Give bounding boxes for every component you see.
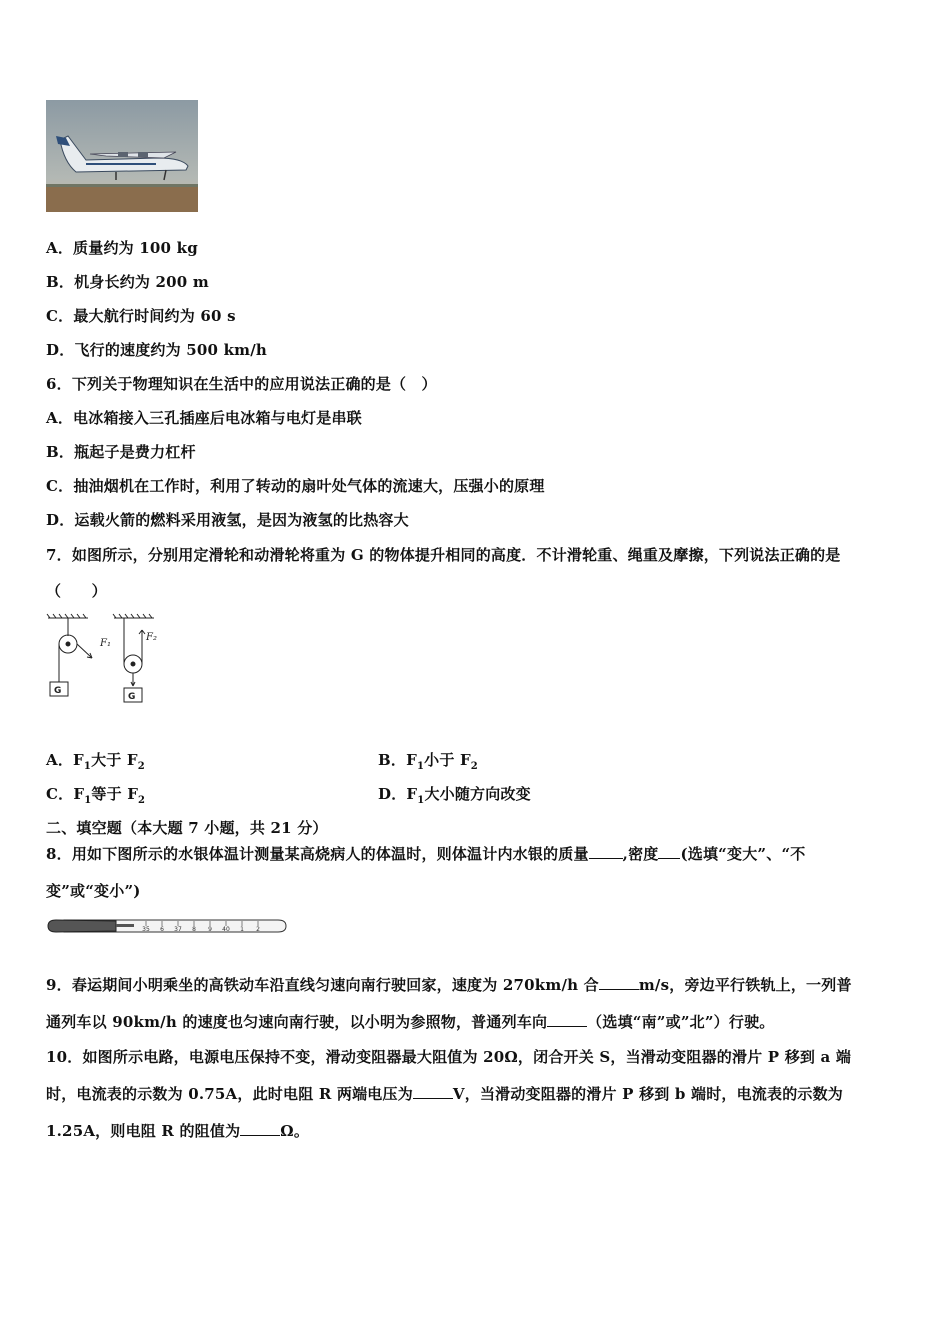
q10-blank-resistance[interactable] xyxy=(240,1121,280,1136)
label-g-right: G xyxy=(128,692,136,702)
pulley-figure xyxy=(44,612,176,712)
q6-option-a[interactable]: A．电冰箱接入三孔插座后电冰箱与电灯是串联 xyxy=(46,409,362,427)
q8-blank-mass[interactable] xyxy=(589,844,623,859)
scale-37: 37 xyxy=(174,926,182,933)
q8-line2: 变”或“变小”) xyxy=(46,882,141,900)
q7-stem-line1: 7．如图所示，分别用定滑轮和动滑轮将重为 G 的物体提升相同的高度．不计滑轮重、绳重及摩擦，下列说法正确的是 xyxy=(46,546,841,564)
label-f1: F₁ xyxy=(100,638,111,649)
q10-blank-voltage[interactable] xyxy=(413,1084,453,1099)
q10-line1: 10．如图所示电路，电源电压保持不变，滑动变阻器最大阻值为 20Ω，闭合开关 S，当滑动变阻器的滑片 P 移到 a 端 xyxy=(46,1048,852,1066)
q7-option-a[interactable]: A．$F_1$大于 $F_2$ xyxy=(46,751,145,772)
label-g-left: G xyxy=(54,686,62,696)
scale-35: 35 xyxy=(142,926,150,933)
label-f2: F₂ xyxy=(146,632,157,643)
q10-line3: 1.25A，则电阻 R 的阻值为 Ω。 xyxy=(46,1122,310,1140)
q5-option-d[interactable]: D．飞行的速度约为 500 km/h xyxy=(46,341,268,359)
q6-stem: 6．下列关于物理知识在生活中的应用说法正确的是（ ） xyxy=(46,375,437,393)
section-heading-fill-in: 二、填空题（本大题 7 小题，共 21 分） xyxy=(46,819,328,837)
q8-blank-density[interactable] xyxy=(658,844,680,859)
q9-line1: 9．春运期间小明乘坐的高铁动车沿直线匀速向南行驶回家，速度为 270km/h 合 m/s，旁边平行铁轨上，一列普 xyxy=(46,976,852,994)
q7-option-d[interactable]: D．$F_1$大小随方向改变 xyxy=(378,785,531,806)
q5-option-b[interactable]: B．机身长约为 200 m xyxy=(46,273,209,291)
aircraft-photo xyxy=(46,100,198,212)
q10-line2: 时，电流表的示数为 0.75A，此时电阻 R 两端电压为 V，当滑动变阻器的滑片 P 移到 b 端时，电流表的示数为 xyxy=(46,1085,844,1103)
scale-41: 1 xyxy=(240,926,244,933)
q9-line2: 通列车以 90km/h 的速度也匀速向南行驶，以小明为参照物，普通列车向 （选填“南”或”北”）行驶。 xyxy=(46,1013,775,1031)
mercury-thermometer xyxy=(46,912,288,940)
scale-38: 8 xyxy=(192,926,196,933)
scale-39: 9 xyxy=(208,926,212,933)
q6-option-c[interactable]: C．抽油烟机在工作时，利用了转动的扇叶处气体的流速大，压强小的原理 xyxy=(46,477,545,495)
scale-42: 2 xyxy=(256,926,260,933)
q9-blank-direction[interactable] xyxy=(547,1012,587,1027)
q7-stem-line2: （ ） xyxy=(46,582,107,600)
q5-option-c[interactable]: C．最大航行时间约为 60 s xyxy=(46,307,236,325)
q5-option-a[interactable]: A．质量约为 100 kg xyxy=(46,239,198,257)
q7-option-b[interactable]: B．$F_1$小于 $F_2$ xyxy=(378,751,478,772)
scale-36: 6 xyxy=(160,926,164,933)
q8-line1: 8．用如下图所示的水银体温计测量某高烧病人的体温时，则体温计内水银的质量 ,密度 (选填“变大”、“不 xyxy=(46,845,806,863)
q6-option-b[interactable]: B．瓶起子是费力杠杆 xyxy=(46,443,196,461)
q6-option-d[interactable]: D．运载火箭的燃料采用液氢，是因为液氢的比热容大 xyxy=(46,511,409,529)
scale-40: 40 xyxy=(222,926,230,933)
q7-option-c[interactable]: C．$F_1$等于 $F_2$ xyxy=(46,785,146,806)
q9-blank-speed[interactable] xyxy=(599,975,639,990)
